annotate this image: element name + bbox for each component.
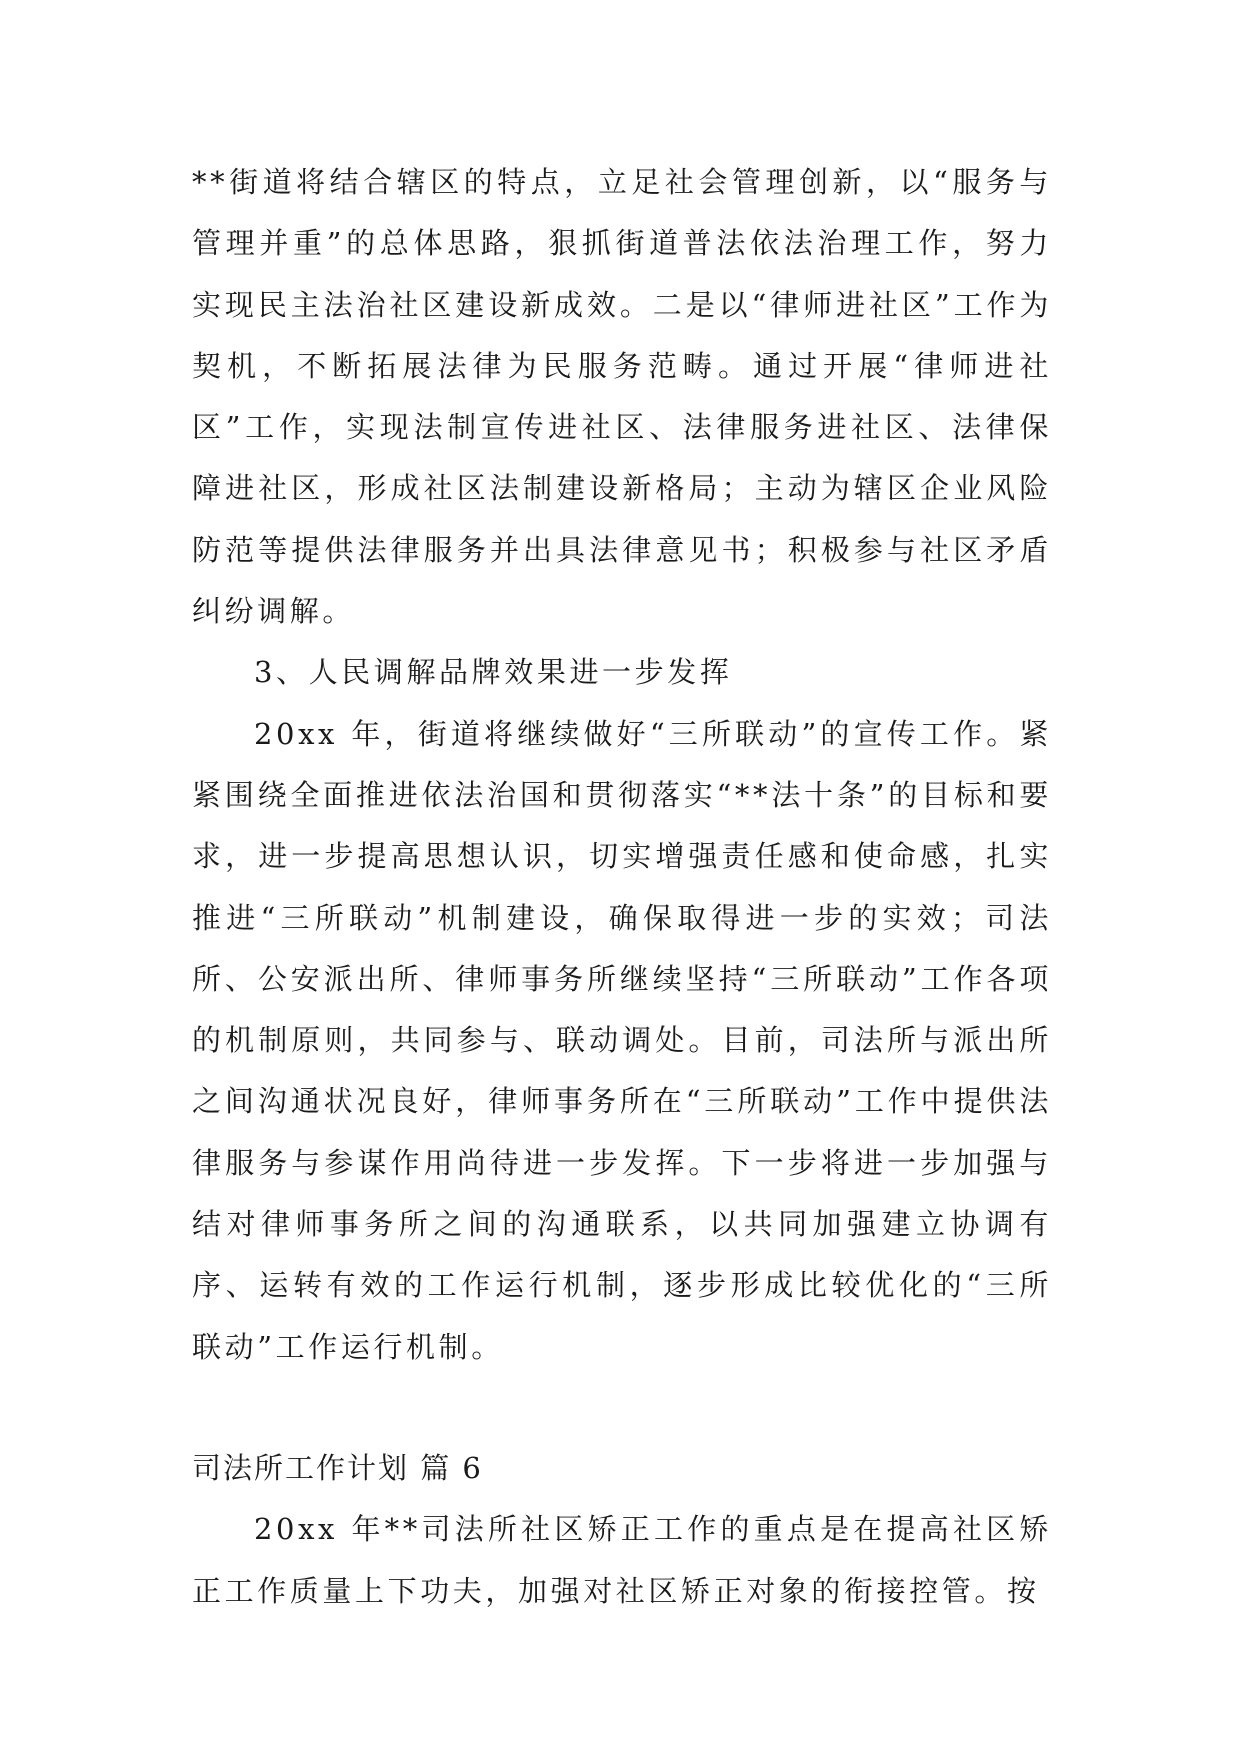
paragraph-community-correction: 20xx 年**司法所社区矫正工作的重点是在提高社区矫正工作质量上下功夫，加强对社区矫正对象的衔接控管。按 [192, 1512, 1052, 1608]
paragraph-three-offices-linkage: 20xx 年，街道将继续做好“三所联动”的宣传工作。紧紧围绕全面推进依法治国和贯彻落实“**法十条”的目标和要求，进一步提高思想认识，切实增强责任感和使命感，扎实推进“三所联动”机制建设，确保取得进一步的实效；司法所、公安派出所、律师事务所继续坚持“三所联动”工作各项的机制原则，共同参与、联动调处。目前，司法所与派出所之间沟通状况良好，律师事务所在“三所联动”工作中提供法律服务与参谋作用尚待进一步发挥。下一步将进一步加强与结对律师事务所之间的沟通联系，以共同加强建立协调有序、运转有效的工作运行机制，逐步形成比较优化的“三所联动”工作运行机制。 [192, 716, 1052, 1364]
paragraph-community-legal-services: **街道将结合辖区的特点，立足社会管理创新，以“服务与管理并重”的总体思路，狠抓街道普法依法治理工作，努力实现民主法治社区建设新成效。二是以“律师进社区”工作为契机，不断拓展法律为民服务范畴。通过开展“律师进社区”工作，实现法制宣传进社区、法律服务进社区、法律保障进社区，形成社区法制建设新格局；主动为辖区企业风险防范等提供法律服务并出具法律意见书；积极参与社区矛盾纠纷调解。 [192, 165, 1052, 629]
document-body [192, 152, 1052, 1622]
subheading-mediation-brand: 3、人民调解品牌效果进一步发挥 [254, 655, 733, 690]
section-title-plan-6: 司法所工作计划 篇 6 [192, 1450, 483, 1485]
